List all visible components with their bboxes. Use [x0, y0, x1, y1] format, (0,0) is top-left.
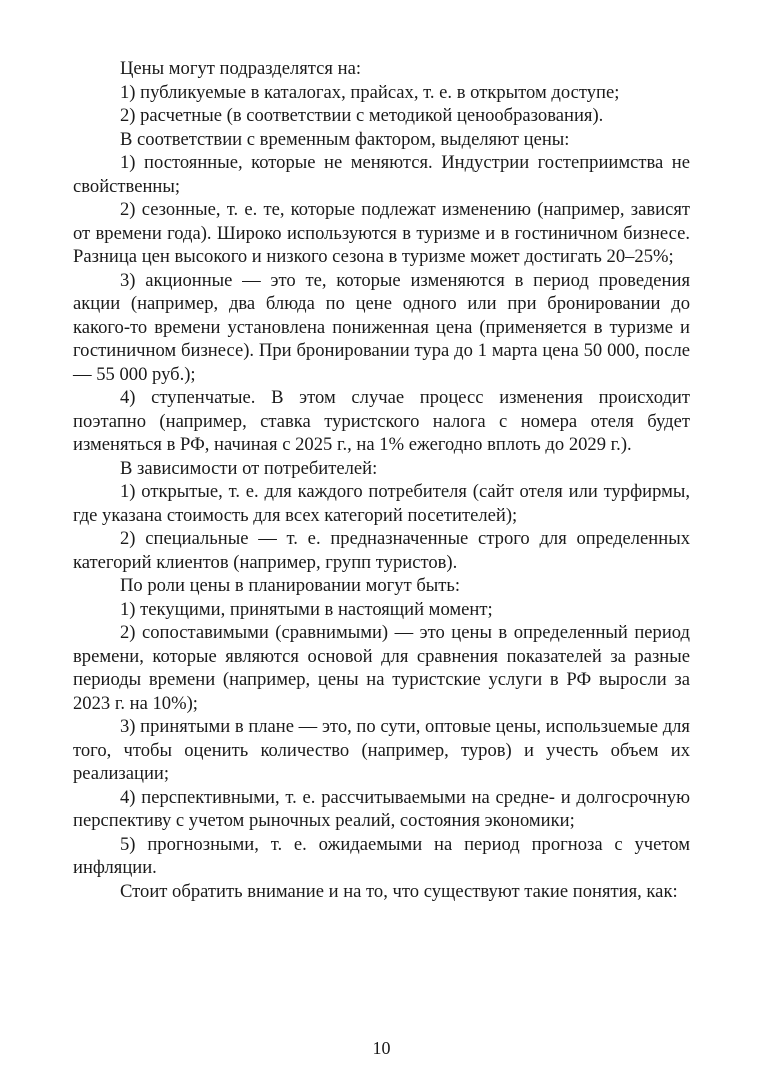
paragraph: 2) расчетные (в соответствии с методикой ценообразования).: [120, 105, 604, 126]
paragraph: 1) открытые, т. е. для каждого потребителя (сайт отеля или турфирмы, где указана стоимость для всех категорий посетителей);: [73, 481, 690, 526]
paragraph: 4) ступенчатые. В этом случае процесс изменения происходит поэтапно (например, ставка туристского налога с номера отеля будет изменяться в РФ, начиная с 2025 г., на 1% ежегодно вплоть до 2029 г.).: [73, 387, 690, 455]
paragraph: В зависимости от потребителей:: [120, 457, 378, 479]
paragraph: Цены могут подразделятся на:: [120, 58, 361, 79]
paragraph: 1) постоянные, которые не меняются. Индустрии гостеприимства не свойственны;: [73, 152, 690, 197]
paragraph: 2) сопоставимыми (сравнимыми) — это цены в определенный период времени, которые являются основой для сравнения показателей за разные периоды времени (например, цены на туристские услуги в РФ выросли за 2023 г. на 10%);: [73, 622, 690, 714]
paragraph: Стоит обратить внимание и на то, что существуют такие понятия, как:: [120, 880, 678, 902]
paragraph: 5) прогнозными, т. е. ожидаемыми на период прогноза с учетом инфляции.: [73, 833, 690, 878]
paragraph: 2) специальные — т. е. предназначенные строго для определенных категорий клиентов (например, групп туристов).: [73, 528, 690, 573]
paragraph: 2) сезонные, т. е. те, которые подлежат изменению (например, зависят от времени года). Широко используются в туризме и в гостиничном бизнесе. Разница цен высокого и низкого сезона в туризме может достигать 20–25%;: [73, 199, 690, 267]
paragraph: В соответствии с временным фактором, выделяют цены:: [120, 128, 570, 150]
paragraph: 1) публикуемые в каталогах, прайсах, т. е. в открытом доступе;: [120, 81, 620, 103]
paragraph: 1) текущими, принятыми в настоящий момент;: [120, 598, 493, 620]
page-body: [73, 57, 690, 903]
paragraph: 3) акционные — это те, которые изменяются в период проведения акции (например, два блюда по цене одного или при бронировании до какого-то времени установлена пониженная цена (применяется в туризме и гостиничном бизнесе). При бронировании тура до 1 марта цена 50 000, после — 55 000 руб.);: [73, 269, 690, 385]
page-number: 10: [372, 1038, 391, 1058]
paragraph: По роли цены в планировании могут быть:: [120, 575, 461, 596]
paragraph: 4) перспективными, т. е. рассчитываемыми на средне- и долгосрочную перспективу с учетом рыночных реалий, состояния экономики;: [73, 786, 690, 831]
paragraph: 3) принятыми в плане — это, по сути, оптовые цены, использueмые для того, чтобы оценить количество (например, туров) и учесть объем их реализации;: [73, 716, 690, 784]
